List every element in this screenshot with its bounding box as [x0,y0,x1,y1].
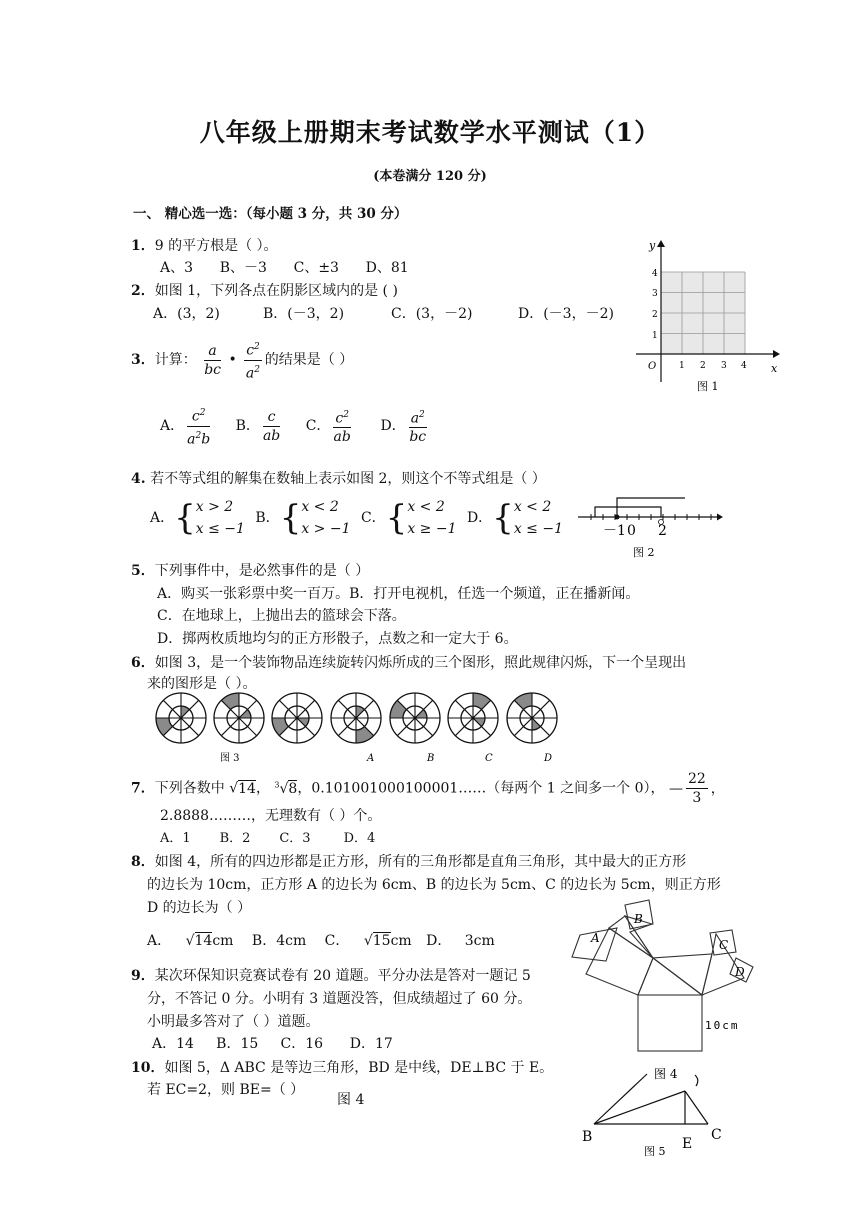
wheel-4 [331,693,381,743]
question-number: 7． [131,780,155,797]
label-c: C [719,938,729,952]
inequality-system-c: x < 2 x ≥ −1 [407,499,457,537]
brace: { [174,498,196,538]
question-number: 6． [131,655,155,671]
brace: { [279,498,302,538]
unit-cm: cm [212,933,234,949]
tick-label-neg1: －1 [603,523,626,539]
figure-5-triangle [578,1064,738,1164]
q4-option-d-label: D． [466,510,493,526]
q10-text-line2: 若 EC=2，则 BE=（ ） [147,1082,305,1098]
side-dc [685,1091,708,1124]
shaded-sector [514,693,532,710]
question-text: 计算： [154,352,197,369]
inequality-system-b: x < 2 x > −1 [301,499,351,537]
wheel-3 [272,693,322,743]
page-title: 八年级上册期末考试数学水平测试（1） [199,118,661,147]
inequality-system-a: x > 2 x ≤ −1 [195,499,245,537]
point-b-label: B [582,1129,593,1145]
question-8 [131,852,686,872]
q3-option-b-label: B． [235,418,260,435]
wheel-5 [390,693,440,743]
figure-4-pythagoras-tree [568,898,780,1083]
q8-option-d: D． 3cm [426,933,495,949]
q2-option-b: B．(－3，2) [263,306,345,322]
y-tick-4: 4 [652,269,658,279]
question-3 [131,338,353,382]
q8-options [147,931,495,951]
question-10 [131,1058,553,1078]
q3-option-d-label: D． [380,418,406,435]
question-text: 下列各数中 [154,780,225,797]
sqrt-15: √15 [363,933,391,949]
shaded-sector [356,726,374,743]
question-number: 8． [131,854,155,870]
q1-options: A、3 B、－3 C、±3 D、81 [160,260,409,276]
fraction-c2-over-a2b: $\frac{c^2}{a^2b}$ [187,404,210,448]
fraction-a2-over-bc: $\frac{a^2}{bc}$ [409,406,427,447]
question-text: 如图 4，所有的四边形都是正方形，所有的三角形都是直角三角形，其中最大的正方形 [154,854,687,870]
question-number: 10． [131,1060,165,1076]
choice-c-label: C [485,753,493,762]
q8-text-line2: 的边长为 10cm，正方形 A 的边长为 6cm、B 的边长为 5cm、C 的边长为 5cm，则正方形 [147,877,721,893]
question-1 [131,236,278,256]
q6-text-line2: 来的图形是（ ）。 [147,676,257,692]
question-5 [131,561,369,581]
arc-mark [695,1075,698,1086]
central-right-triangle [638,958,702,995]
q2-option-c: C．(3，－2) [391,306,473,322]
figure-1-label: 图 1 [697,380,719,393]
q9-text-line3: 小明最多答对了（ ）道题。 [147,1014,320,1030]
question-text: 下列事件中，是必然事件的是（ ） [154,563,370,579]
tick-label-0: 0 [627,523,636,539]
figure-1-coordinate-grid [628,232,788,397]
shaded-sector [272,718,289,736]
question-text: 如图 3，是一个装饰物品连续旋转闪烁所成的三个图形，照此规律闪烁，下一个呈现出 [154,655,687,671]
q8-text-line3: D 的边长为（ ） [147,900,252,916]
fraction-c2-over-a2: $\frac{c^2}{a^2}$ [244,338,262,382]
side-length-label: 10cm [705,1019,740,1032]
question-number: 4. [131,471,146,487]
section-heading: 一、 精心选一选：（每小题 3 分，共 30 分） [133,206,408,222]
question-text: 若不等式组的解集在数轴上表示如图 2，则这个不等式组是（ ） [150,471,546,487]
q4-option-b-label: B． [255,510,280,526]
q5-option-ab: A．购买一张彩票中奖一百万。B．打开电视机，任选一个频道，正在播新闻。 [157,586,640,602]
cbrt-8: $^3$√8 [274,779,298,797]
x-axis-arrow-icon [773,350,780,358]
fraction-c2-over-ab: $\frac{c^2}{ab}$ [333,406,351,447]
number-line-arrow-icon [717,514,723,521]
brace: { [492,498,514,538]
q4-option-c-label: C． [360,510,386,526]
question-number: 9． [131,968,155,984]
x-tick-4: 4 [741,361,747,371]
y-tick-2: 2 [652,310,658,320]
q2-option-d: D．(－3，－2) [518,306,614,322]
figure-4-label: 图 4 [654,1067,678,1081]
y-tick-1: 1 [652,331,658,341]
inequality-system-d: x < 2 x ≤ −1 [513,499,563,537]
question-number: 2． [131,283,155,299]
question-9 [131,966,531,986]
q3-option-a-label: A． [160,418,185,435]
origin-label: O [648,361,657,372]
figure-5-label: 图 5 [644,1145,666,1158]
point-e-label: E [682,1136,693,1152]
q8-option-c-label: C． [324,933,350,949]
figure-3-wheels [150,690,590,762]
label-d: D [735,965,745,979]
fraction-a-over-bc: $\frac{a}{bc}$ [204,342,222,378]
question-7: 7．下列各数中 √14， $^3$√8，0.101001000100001……（每两个 1 之间多一个 0）， — $\frac{22}{3}$ ， [131,771,725,806]
sqrt-14: √14 [229,780,256,797]
question-text: 如图 5，Δ ABC 是等边三角形，BD 是中线，DE⊥BC 于 E。 [164,1060,554,1076]
x-tick-3: 3 [721,361,727,371]
q8-option-b: B．4cm [251,933,307,949]
figure-3-label: 图 3 [220,753,240,762]
question-number: 5． [131,563,155,579]
shaded-sector [390,700,407,718]
dot-operator: • [228,352,237,369]
q7-options: A．1 B．2 C．3 D．4 [160,831,376,846]
side-ba [594,1074,647,1124]
fraction-c-over-ab: $\frac{c}{ab}$ [262,408,281,444]
q5-option-c: C．在地球上，上抛出去的篮球会下落。 [157,608,406,624]
label-a: A [591,931,600,945]
shaded-sector [473,693,491,710]
q4-option-a-label: A． [150,510,175,526]
wheel-1 [156,693,206,743]
question-number: 1． [131,238,155,254]
point-c-label: C [711,1127,722,1143]
y-tick-3: 3 [652,289,658,299]
neg-22-over-3: — $\frac{22}{3}$ ， [668,771,725,806]
figure-2-number-line [573,490,723,562]
choice-a-label: A [367,753,375,762]
q4-options [150,496,563,540]
x-axis-label: x [771,362,778,375]
q5-option-d: D．掷两枚质地均匀的正方形骰子，点数之和一定大于 6。 [157,631,518,647]
choice-d-label: D [544,753,553,762]
question-4 [131,469,546,489]
stray-figure-label: 图 4 [337,1092,365,1108]
q7-text-line2: 2.8888………，无理数有（ ）个。 [160,808,382,824]
question-6 [131,653,686,673]
q9-text-line2: 分，不答记 0 分。小明有 3 道题没答，但成绩超过了 60 分。 [147,991,532,1007]
question-text-suffix: 的结果是（ ） [264,352,354,369]
y-axis-label: y [649,239,656,252]
shaded-sector [221,693,239,710]
x-tick-1: 1 [679,361,685,371]
figure-2-label: 图 2 [633,546,655,559]
question-text: 如图 1，下列各点在阴影区域内的是 ( ) [154,283,398,299]
choice-b-label: B [427,753,435,762]
tick-label-2: 2 [658,523,667,539]
shaded-sector [156,718,173,736]
x-tick-2: 2 [700,361,706,371]
label-b: B [634,912,643,926]
question-2 [131,281,398,301]
closed-point [615,515,620,520]
sqrt-14: √14 [185,933,213,949]
unit-cm: cm [390,933,412,949]
wheel-2 [214,693,264,743]
question-number: 3． [131,352,155,369]
question-text: 某次环保知识竞赛试卷有 20 道题。平分办法是答对一题记 5 [154,968,531,984]
wheel-6 [448,693,498,743]
q3-options [160,404,430,448]
median-bd [594,1091,685,1124]
wheel-7 [507,693,557,743]
brace: { [385,498,408,538]
q7-text-mid: ，0.101001000100001……（每两个 1 之间多一个 0）， [297,780,665,797]
large-square [638,995,702,1051]
y-axis-arrow-icon [657,240,665,247]
q3-option-c-label: C． [305,418,331,435]
q8-option-a-label: A． [147,933,172,949]
question-text: 9 的平方根是（ ）。 [154,238,278,254]
q2-option-a: A．(3，2) [153,306,220,322]
q9-options: A．14 B．15 C．16 D．17 [152,1036,393,1052]
score-note: (本卷满分 120 分) [373,169,487,184]
